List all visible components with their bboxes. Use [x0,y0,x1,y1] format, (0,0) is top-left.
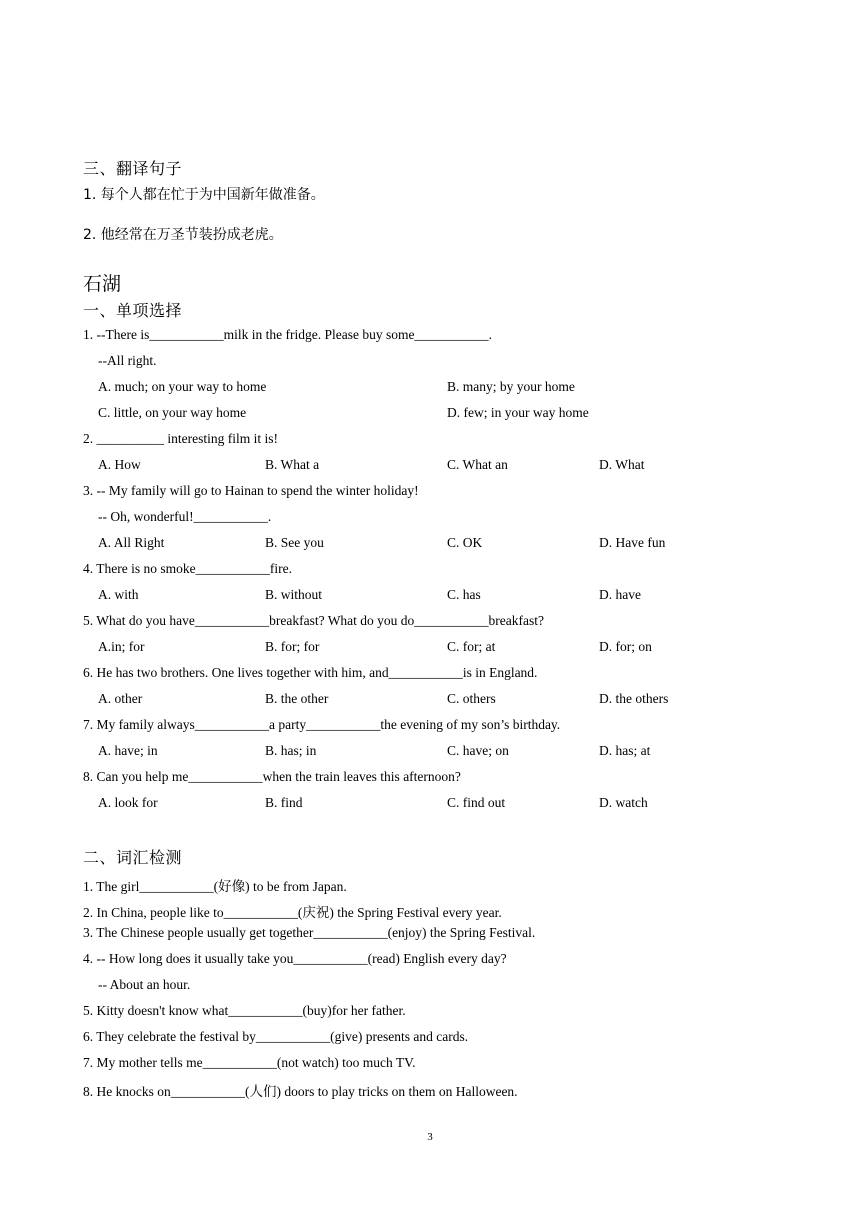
question-6-option-d: D. the others [599,691,669,706]
question-8-option-a: A. look for [98,795,158,810]
question-6-option-a: A. other [98,691,143,706]
question-5-option-c: C. for; at [447,639,496,654]
vocab-item-8: 8. He knocks on___________(人们) doors to play tricks on them on Halloween. [83,1084,518,1099]
question-3-option-d: D. Have fun [599,535,666,550]
question-1-option-d: D. few; in your way home [447,405,589,420]
question-3-option-b: B. See you [265,535,324,550]
question-6-option-b: B. the other [265,691,329,706]
question-8-stem: 8. Can you help me___________when the train leaves this afternoon? [83,769,461,784]
question-7-option-d: D. has; at [599,743,651,758]
question-5-option-d: D. for; on [599,639,652,654]
question-4-option-b: B. without [265,587,323,602]
vocab-item-6: 6. They celebrate the festival by___________(give) presents and cards. [83,1029,469,1044]
question-7-option-c: C. have; on [447,743,509,758]
vocab-item-7: 7. My mother tells me___________(not watch) too much TV. [83,1055,416,1070]
question-2-option-b: B. What a [265,457,320,472]
question-1-stem: 1. --There is___________milk in the fridge. Please buy some___________. [83,327,493,342]
question-5-stem: 5. What do you have___________breakfast? What do you do___________breakfast? [83,613,545,628]
translate-section-heading: 三、翻译句子 [83,159,183,178]
school-title: 石湖 [83,273,122,295]
question-8-option-d: D. watch [599,795,648,810]
translate-item-2: 2. 他经常在万圣节装扮成老虎。 [83,227,283,243]
vocab-item-2: 2. In China, people like to___________(庆祝) the Spring Festival every year. [83,905,502,920]
question-2-option-c: C. What an [447,457,508,472]
question-2-stem: 2. __________ interesting film it is! [83,431,278,446]
vocab-item-4-reply: -- About an hour. [98,977,191,992]
vocab-item-4: 4. -- How long does it usually take you___________(read) English every day? [83,951,507,966]
vocab-section-heading: 二、词汇检测 [83,848,183,867]
question-7-option-a: A. have; in [98,743,158,758]
question-3-reply: -- Oh, wonderful!___________. [98,509,272,524]
question-1-option-a: A. much; on your way to home [98,379,267,394]
question-8-option-c: C. find out [447,795,506,810]
question-4-option-a: A. with [98,587,139,602]
question-3-stem: 3. -- My family will go to Hainan to spend the winter holiday! [83,483,419,498]
question-2-option-d: D. What [599,457,645,472]
vocab-item-5: 5. Kitty doesn't know what___________(buy)for her father. [83,1003,406,1018]
question-7-option-b: B. has; in [265,743,317,758]
question-4-option-c: C. has [447,587,481,602]
question-8-option-b: B. find [265,795,303,810]
question-4-option-d: D. have [599,587,641,602]
question-4-stem: 4. There is no smoke___________fire. [83,561,292,576]
choice-section-heading: 一、单项选择 [83,301,183,320]
translate-item-1: 1. 每个人都在忙于为中国新年做准备。 [83,187,325,203]
question-2-option-a: A. How [98,457,141,472]
question-1-option-c: C. little, on your way home [98,405,247,420]
question-6-stem: 6. He has two brothers. One lives together with him, and___________is in England. [83,665,538,680]
page-number: 3 [427,1131,433,1143]
question-1-option-b: B. many; by your home [447,379,575,394]
question-1-reply: --All right. [98,353,157,368]
question-3-option-a: A. All Right [98,535,165,550]
question-5-option-b: B. for; for [265,639,320,654]
question-3-option-c: C. OK [447,535,483,550]
question-5-option-a: A.in; for [98,639,145,654]
vocab-item-3: 3. The Chinese people usually get together___________(enjoy) the Spring Festival. [83,925,536,940]
question-6-option-c: C. others [447,691,496,706]
question-7-stem: 7. My family always___________a party___________the evening of my son’s birthday. [83,717,561,732]
vocab-item-1: 1. The girl___________(好像) to be from Japan. [83,879,347,894]
